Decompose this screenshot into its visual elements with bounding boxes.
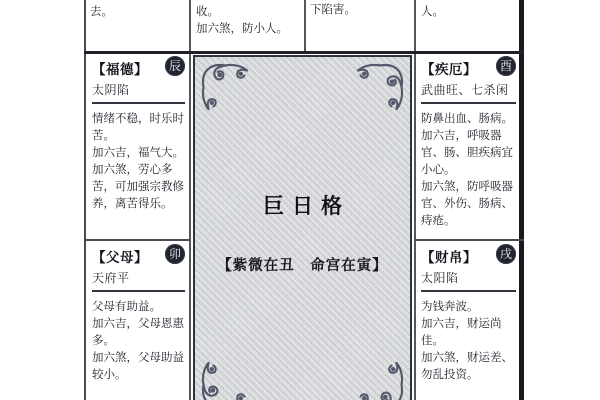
palace-header [421, 246, 516, 266]
grid-line-left-mid [84, 239, 191, 241]
body-line: 加六煞，父母助益较小。 [92, 350, 184, 381]
palace-body [92, 298, 185, 383]
pattern-location: 【紫微在丑 命宫在寅】 [217, 257, 388, 274]
top-cell-remnant-1 [90, 3, 185, 20]
palace-header [92, 58, 185, 78]
palace-cell-caibo [421, 246, 516, 396]
corner-ornament-icon [199, 61, 253, 115]
palace-body [92, 110, 185, 212]
grid-line-col2-top [304, 0, 306, 52]
center-panel [193, 55, 412, 400]
corner-ornament-icon [352, 61, 406, 115]
grid-line-col3 [414, 0, 416, 400]
palace-body [421, 110, 516, 229]
palace-header [421, 58, 516, 78]
star-line: 武曲旺、七杀闲 [421, 83, 509, 97]
body-line: 防鼻出血、肠病。 [421, 111, 513, 125]
top-cell-remnant-3 [310, 1, 410, 18]
body-line: 加六吉，财运尚佳。 [421, 316, 502, 347]
grid-line-left-border [84, 0, 86, 400]
star-line: 天府平 [92, 271, 130, 285]
palace-cell-fude [92, 58, 185, 236]
palace-body [421, 298, 516, 383]
top-cell-remnant-2 [196, 3, 300, 37]
grid-line-col1 [189, 0, 191, 400]
palace-cell-jie [421, 58, 516, 236]
palace-title: 【疾厄】 [421, 62, 477, 78]
body-line: 为钱奔波。 [421, 299, 479, 313]
top-cell-text: 收。 [196, 4, 219, 18]
star-line: 太阴陷 [92, 83, 130, 97]
branch-badge: 酉 [496, 56, 516, 76]
star-line: 太阳陷 [421, 271, 459, 285]
branch-badge: 辰 [165, 56, 185, 76]
palace-header [92, 246, 185, 266]
top-cell-text: 加六煞，防小人。 [196, 21, 288, 35]
top-cell-text: 人。 [421, 4, 444, 18]
top-cell-text: 去。 [90, 4, 113, 18]
branch-badge: 卯 [165, 244, 185, 264]
branch-badge: 戌 [496, 244, 516, 264]
body-line: 加六煞，劳心多苦，可加强宗教修养，离苦得乐。 [92, 162, 184, 210]
palace-title: 【财帛】 [421, 250, 477, 266]
grid-line-right-border [519, 0, 524, 400]
body-line: 加六煞，防呼吸器官、外伤、肠病、痔疮。 [421, 179, 513, 227]
grid-line-top-row [84, 51, 524, 54]
body-line: 加六吉，呼吸器官、肠、胆疾病宜小心。 [421, 128, 513, 176]
palace-title: 【福德】 [92, 62, 148, 78]
body-line: 父母有助益。 [92, 299, 161, 313]
separator-line [92, 102, 185, 104]
body-line: 情绪不稳，时乐时苦。 [92, 111, 184, 142]
top-cell-text: 下陷害。 [310, 2, 356, 16]
corner-ornament-icon [352, 357, 406, 400]
body-line: 加六煞，财运差、勿乱投资。 [421, 350, 513, 381]
palace-title: 【父母】 [92, 250, 148, 266]
top-cell-remnant-4 [421, 3, 515, 20]
corner-ornament-icon [199, 357, 253, 400]
body-line: 加六吉，福气大。 [92, 145, 184, 159]
separator-line [421, 290, 516, 292]
body-line: 加六吉，父母恩惠多。 [92, 316, 184, 347]
separator-line [421, 102, 516, 104]
separator-line [92, 290, 185, 292]
palace-cell-fumu [92, 246, 185, 396]
pattern-title: 巨日格 [263, 193, 350, 218]
grid-line-right-mid [414, 239, 524, 241]
